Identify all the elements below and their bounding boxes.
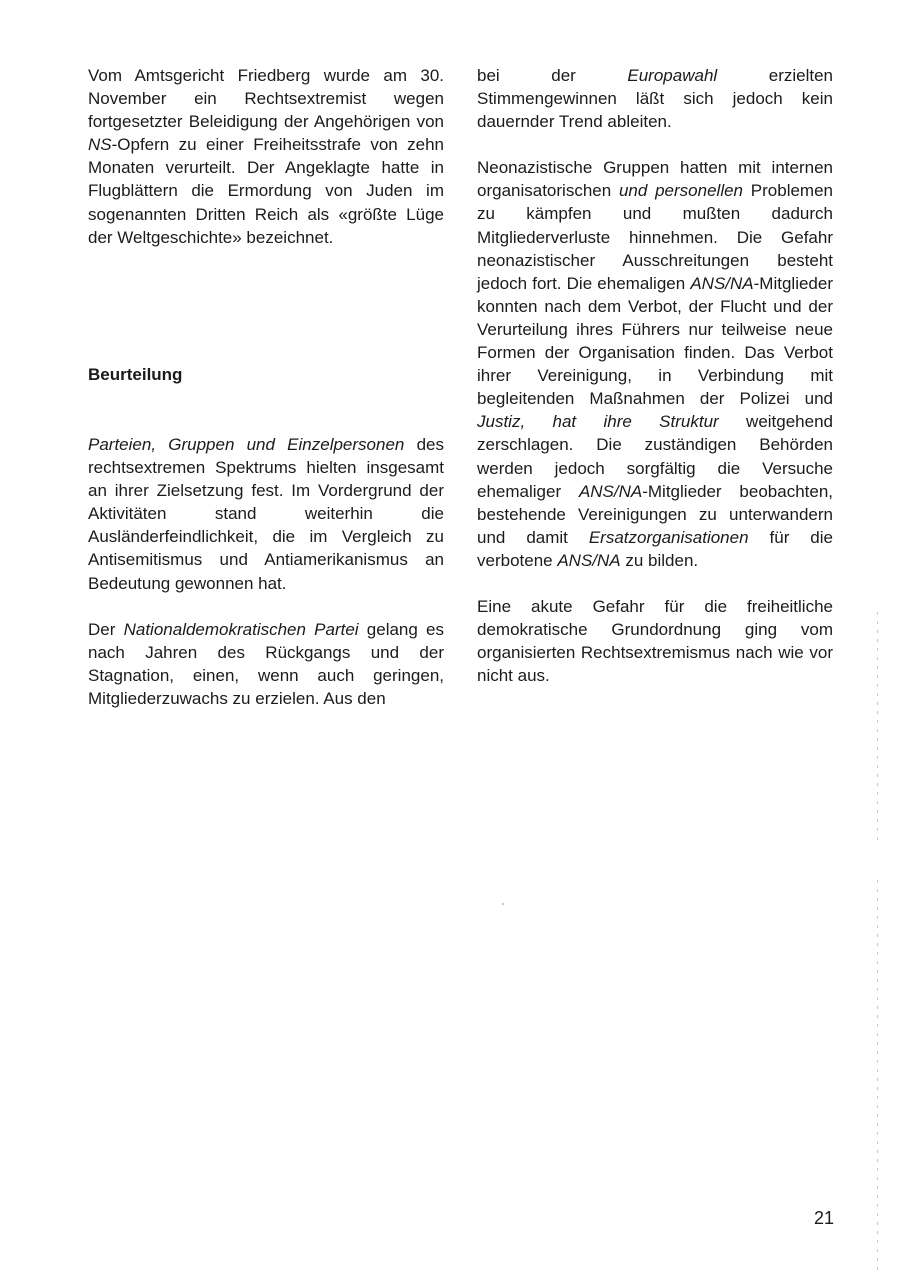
scan-edge-mark [877, 880, 878, 1270]
emphasis-text: NS [88, 135, 112, 155]
scan-speck [502, 903, 504, 905]
paragraph-text: erzielten Stimmengewinnen läßt sich jedoch kein dauernder Trend ableiten. [477, 66, 833, 132]
paragraph-text: -Mitglieder beobachten, bestehende Vereinigungen zu unterwandern und damit [477, 481, 833, 547]
emphasis-text: Europawahl [627, 66, 718, 85]
section-heading: Beurteilung [88, 365, 183, 384]
paragraph-text: Neonazistische Gruppen hatten mit internen organisatorischen [477, 158, 833, 201]
paragraph-text: für die verbotene [477, 527, 833, 570]
paragraph-text: weitgehend zerschlagen. Die zuständigen Behörden werden jedoch sorgfältig die Versuche ehemaliger [477, 412, 834, 501]
page-number: 21 [813, 1208, 834, 1228]
paragraph-npd [88, 618, 444, 710]
emphasis-text: ANS/NA [578, 481, 643, 501]
scan-edge-mark [877, 612, 878, 842]
paragraph-neonazi-groups [477, 156, 833, 572]
paragraph-text: -Mitglieder konnten nach dem Verbot, der Flucht und der Verurteilung ihres Führers nur teilweise neue Formen der Organisation finden. Das Verbot ihrer Vereinigung, in Verbindung mit begleitenden Maßnahmen der Polizei und [477, 273, 833, 409]
paragraph-court-ruling [88, 64, 444, 249]
emphasis-text: Ersatzorganisationen [588, 527, 749, 547]
paragraph-europawahl [477, 64, 833, 133]
emphasis-text: Nationaldemokratischen Partei [123, 619, 359, 639]
paragraph-text: bei der [477, 66, 628, 85]
emphasis-text: Parteien, Gruppen und Einzelpersonen [88, 435, 405, 454]
emphasis-text: Justiz, hat ihre Struktur [477, 412, 719, 432]
emphasis-text: ANS/NA [557, 550, 621, 570]
paragraph-text: -Opfern zu einer Freiheitsstrafe von zehn Monaten verurteilt. Der Angeklagte hatte in Flugblättern die Ermordung von Juden im sogenannten Dritten Reich als «größte Lüge der Weltgeschichte» bezeichnet. [88, 135, 444, 247]
left-column [88, 64, 444, 272]
paragraph-text: gelang es nach Jahren des Rückgangs und der Stagnation, einen, wenn auch geringen, Mitgliederzuwachs zu erzielen. Aus den [88, 619, 444, 708]
emphasis-text: und personellen [618, 181, 744, 201]
paragraph-text: Vom Amtsgericht Friedberg wurde am 30. November ein Rechtsextremist wegen fortgesetzter Beleidigung der Angehörigen von [88, 66, 444, 132]
paragraph-conclusion [477, 595, 833, 687]
paragraph-text: Problemen zu kämpfen und mußten dadurch Mitgliederverluste hinnehmen. Die Gefahr neonazistischer Ausschreitungen besteht jedoch fort. Die ehemaligen [477, 181, 834, 293]
paragraph-text: des rechtsextremen Spektrums hielten insgesamt an ihrer Zielsetzung fest. Im Vordergrund der Aktivitäten stand weiterhin die Ausländerfeindlichkeit, die im Vergleich zu Antisemitismus und Antiamerikanismus an Bedeutung gewonnen hat. [88, 435, 444, 593]
paragraph-text: zu bilden. [620, 550, 699, 570]
paragraph-assessment [88, 433, 444, 595]
emphasis-text: ANS/NA [690, 273, 754, 293]
right-column [477, 64, 833, 710]
left-column-lower [88, 433, 444, 733]
paragraph-text: Der [88, 619, 124, 639]
paragraph-text: Eine akute Gefahr für die freiheitliche demokratische Grundordnung ging vom organisierten Rechtsextremismus nach wie vor nicht aus. [477, 596, 833, 686]
